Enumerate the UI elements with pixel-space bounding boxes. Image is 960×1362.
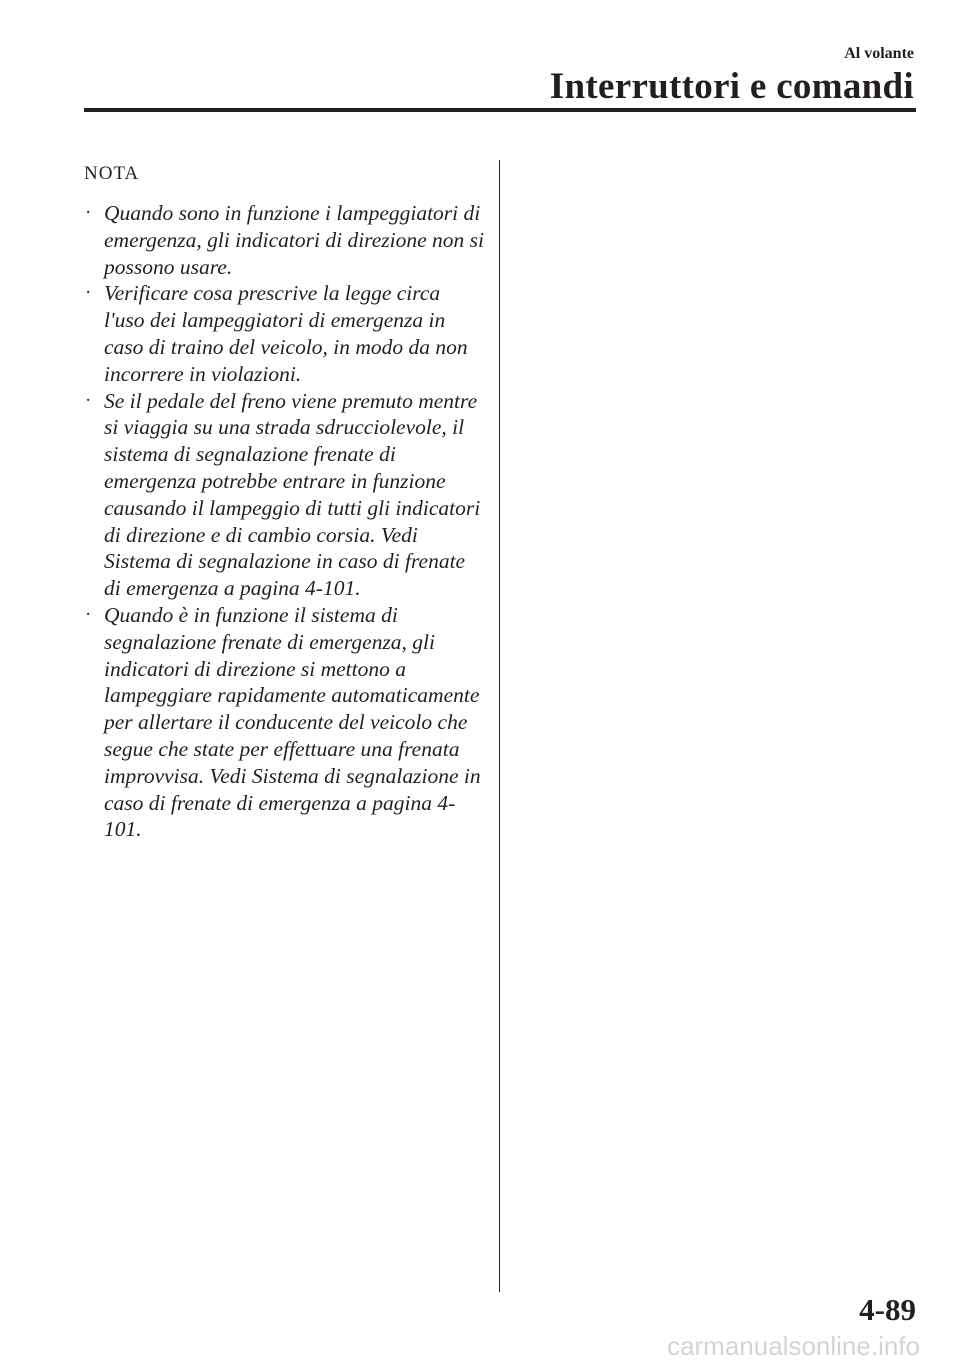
- note-item: [84, 200, 484, 280]
- note-item: [84, 280, 484, 387]
- page-header: [550, 44, 914, 108]
- note-list: [84, 200, 484, 843]
- chapter-title: Interruttori e comandi: [549, 66, 914, 107]
- header-rule: [84, 108, 916, 112]
- watermark[interactable]: carmanualsonline.info: [667, 1331, 920, 1361]
- bullet-icon: ·: [85, 603, 92, 625]
- page-number: 4-89: [859, 1292, 916, 1327]
- bullet-icon: ·: [85, 282, 92, 304]
- note-heading: NOTA: [84, 163, 140, 184]
- bullet-icon: ·: [85, 202, 92, 223]
- note-box: [84, 161, 484, 843]
- note-item-text: Se il pedale del freno viene premuto mentre si viaggia su una strada sdrucciolevole, il sistema di segnalazione frenate di emergenza potrebbe entrare in funzione causando il lampeggio di tutti gli indicatori di direzione e di cambio corsia. Vedi Sistema di segnalazione in caso di frenate di emergenza a pagina 4-101.: [104, 388, 481, 601]
- note-item: [84, 388, 484, 602]
- column-divider: [499, 160, 500, 1292]
- section-label: Al volante: [844, 45, 914, 62]
- note-item-text: Quando è in funzione il sistema di segnalazione frenate di emergenza, gli indicatori di direzione si mettono a lampeggiare rapidamente automaticamente per allertare il conducente del veicolo che segue che state per effettuare una frenata improvvisa. Vedi Sistema di segnalazione in caso di frenate di emergenza a pagina 4-101.: [104, 602, 481, 842]
- bullet-icon: ·: [85, 389, 92, 411]
- note-item-text: Verificare cosa prescrive la legge circa l'uso dei lampeggiatori di emergenza in caso di traino del veicolo, in modo da non incorrere in violazioni.: [104, 281, 468, 386]
- note-item: [84, 602, 484, 843]
- note-item-text: Quando sono in funzione i lampeggiatori di emergenza, gli indicatori di direzione non si possono usare.: [104, 201, 484, 279]
